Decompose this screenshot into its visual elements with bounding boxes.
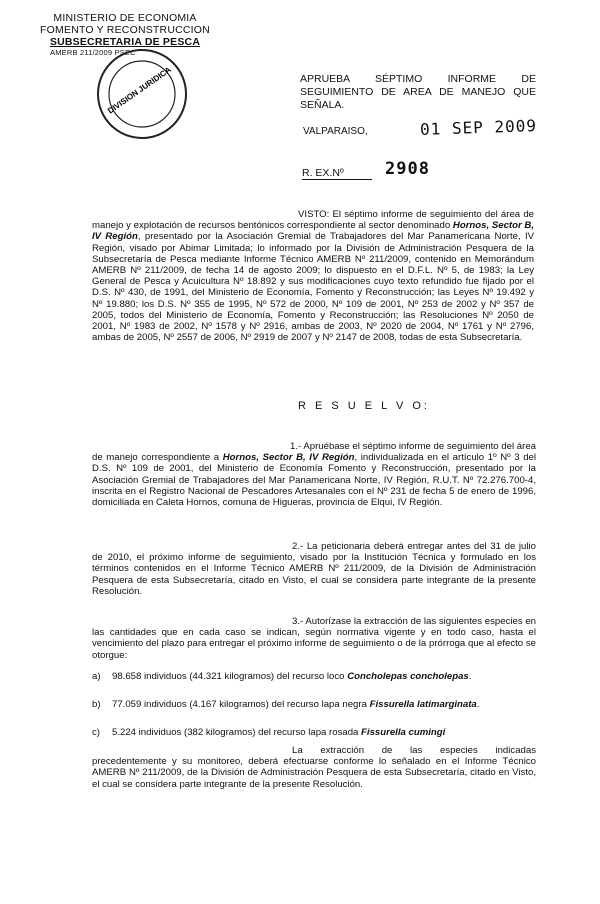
item-text: 77.059 individuos (4.167 kilogramos) del recurso lapa negra <box>112 699 370 710</box>
list-item <box>92 699 536 710</box>
list-item <box>92 671 536 682</box>
article-2: 2.- La peticionaria deberá entregar antes del 31 de julio de 2010, el próximo informe de seguimiento, visado por la Institución Técnica y formulado en los términos contenidos en el Informe Técnico AMERB Nº 211/2009, de la División de Administración Pesquera de esta Subsecretaría, citado en Visto, el cual se considera parte integrante de la presente Resolución. <box>92 541 536 597</box>
area-name: Hornos, Sector B, IV Región <box>92 220 535 243</box>
place-label: VALPARAISO, <box>303 126 368 137</box>
article-1-text-c: , individualizada en el artículo 1º Nº 3 del D.S. Nº 109 de 2001, del Ministerio de Economía Fomento y Reconstrucción, presentado por la Asociación Gremial de Trabajadores del Mar Panamericana Norte, IV Región, R.U.T. Nº 72.276.700-4, inscrita en el Registro Nacional de Pescadores Artesanales con el Nº 231 de fecha 5 de enero de 1996, domiciliada en Caleta Hornos, comuna de Higueras, provincia de Elqui, IV Región. <box>92 452 536 509</box>
resuelvo-heading: R E S U E L V O: <box>298 400 430 412</box>
species-name: Fissurella cumingi <box>361 727 446 738</box>
article-1-text-a: 1.- Apruébase el séptimo informe de seguimiento del área de manejo correspondiente a <box>92 441 536 464</box>
resolution-number: 2908 <box>385 159 430 179</box>
reference-code: AMERB 211/2009 PSEC <box>50 48 136 57</box>
visto-paragraph <box>92 209 534 343</box>
visto-text-2: , presentado por la Asociación Gremial de Trabajadores del Mar Panamericana Norte, IV Región, visado por Abimar Limitada; lo informado por la División de Administración Pesquera de la Subsecretaría de Pesca mediante Informe Técnico AMERB Nº 211/2009, contenido en Memorándum AMERB Nº 211/2009, de fecha 14 de agosto 2009; lo dispuesto en el D.F.L. Nº 5, de 1983; la Ley General de Pesca y Acuicultura Nº 18.892 y sus modificaciones cuyo texto refundido fue fijado por el D.S. Nº 430, de 1991, del Ministerio de Economía, Fomento y Reconstrucción; las Leyes Nº 19.492 y Nº 19.880; los D.S. Nº 355 de 1995, Nº 572 de 2000, Nº 109 de 2001, Nº 253 de 2002 y Nº 357 de 2005, todos del Ministerio de Economía, Fomento y Reconstrucción; las Resoluciones Nº 2050 de 2001, Nº 1983 de 2002, Nº 1578 y Nº 2916, ambas de 2003, Nº 2020 de 2004, Nº 1761 y Nº 2796, ambas de 2005, Nº 2557 de 2006, Nº 2919 de 2007 y Nº 2147 de 2008, todas de esta Subsecretaría. <box>92 231 535 344</box>
article-1 <box>92 441 536 508</box>
ministry-line-2: FOMENTO Y RECONSTRUCCION <box>40 24 210 36</box>
resolution-number-label: R. EX.Nº <box>302 167 372 180</box>
date-stamp: 01 SEP 2009 <box>419 115 538 140</box>
item-end: . <box>476 699 480 710</box>
legal-division-seal <box>92 44 192 144</box>
item-marker: c) <box>92 727 100 738</box>
species-name: Fissurella latimarginata <box>369 699 477 710</box>
ministry-line-1: MINISTERIO DE ECONOMIA <box>53 12 197 24</box>
seal-text: DIVISION JURIDICA <box>106 65 173 116</box>
item-text: 98.658 individuos (44.321 kilogramos) del recurso loco <box>112 671 348 682</box>
visto-text-1: VISTO: El séptimo informe de seguimiento del área de manejo y explotación de recursos bentónicos correspondiente al sector denominado <box>92 209 534 232</box>
item-marker: b) <box>92 699 101 710</box>
article-3: 3.- Autorízase la extracción de las siguientes especies en las cantidades que en cada caso se indican, según normativa vigente y en todo caso, hasta el vencimiento del plazo para entregar el próximo informe de seguimiento o de la prórroga que al efecto se otorgue: <box>92 616 536 661</box>
article-1-area: Hornos, Sector B, IV Región <box>222 452 355 464</box>
list-item <box>92 727 536 738</box>
resolution-subject: APRUEBA SÉPTIMO INFORME DE SEGUIMIENTO DE AREA DE MANEJO QUE SEÑALA. <box>300 73 536 111</box>
item-text: 5.224 individuos (382 kilogramos) del recurso lapa rosada <box>112 727 362 738</box>
item-end: . <box>468 671 472 682</box>
species-name: Concholepas concholepas <box>347 671 469 682</box>
ministry-line-3: SUBSECRETARIA DE PESCA <box>49 36 201 48</box>
closing-paragraph: La extracción de las especies indicadas precedentemente y su monitoreo, deberá efectuarse conforme lo señalado en el Informe Técnico AMERB Nº 211/2009, de la División de Administración Pesquera de esta Subsecretaría, citado en Visto, el cual se considera parte integrante de la presente Resolución. <box>92 745 536 790</box>
item-marker: a) <box>92 671 101 682</box>
